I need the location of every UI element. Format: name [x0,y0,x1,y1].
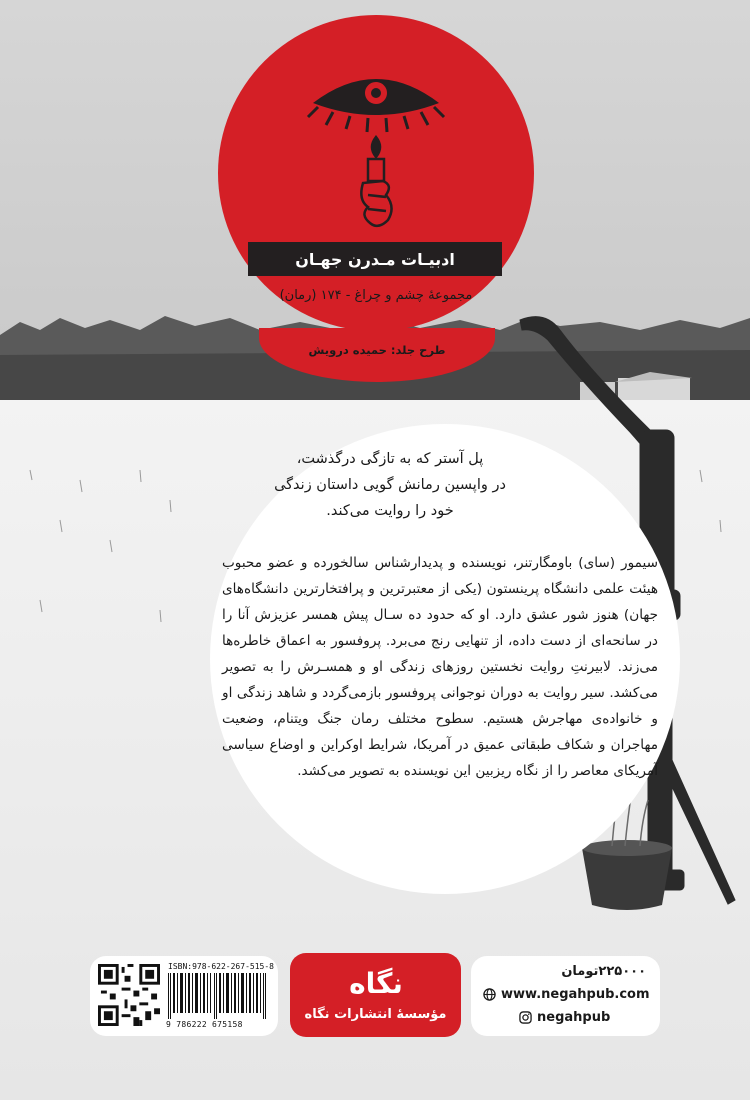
barcode-digits: 9 786222 675158 [166,1020,243,1029]
instagram-text: negahpub [537,1010,611,1025]
website-link[interactable] [483,987,650,1002]
blurb-intro [255,446,525,524]
svg-text:نگاه: نگاه [349,967,403,1000]
publisher-name: مؤسسهٔ انتشارات نگاه [304,1007,447,1022]
website-text: www.negahpub.com [501,987,650,1002]
series-subtitle: مجموعهٔ چشم و چراغ - ۱۷۴ (رمان) [279,288,473,303]
price-card [471,956,660,1036]
book-price: ۲۲۵۰۰۰تومان [561,964,646,979]
instagram-icon [519,1011,532,1024]
intro-line: خود را روایت می‌کند. [326,503,454,519]
instagram-link[interactable] [519,1010,610,1025]
barcode [168,973,268,1019]
eye-icon [308,79,444,132]
intro-line: پل آستر که به تازگی درگذشت، [296,451,484,467]
book-description [222,550,658,784]
series-emblem-circle [218,15,534,331]
globe-icon [483,988,496,1001]
barcode-card [90,956,278,1036]
candle-hand-icon [361,137,391,226]
publisher-card[interactable] [290,953,461,1037]
series-title: ادبیـات مـدرن جهـان [248,242,502,276]
isbn-number: ISBN:978-622-267-515-8 [168,962,274,971]
intro-line: در واپسین رمانش گویی داستان زندگی [274,477,506,493]
publisher-logo [340,961,412,1001]
cover-designer: طرح جلد: حمیده درویش [308,343,446,357]
description-paragraph: سیمور (سای) باومگارتنر، نویسنده و پدیدارشناس سالخورده و عضو محبوب هیئت علمی دانشگاه پرینستون (یکی از معتبرترین و پرافتخارترین دانشگاه‌های جهان) هنوز شور عشق دارد. او که حدود ده سـال پیش همسر عزیزش آنا را در سانحه‌ای از دست داده، از تنهایی رنج می‌برد. پروفسور به اعماق خاطره‌ها می‌زند. لابیرنتِ روایت نخستین روزهای زندگی او و همسـرش را به تصویر می‌کشد. سیر روایت به دوران نوجوانی پروفسور بازمی‌گردد و شاهد زندگی او و خانواده‌ی مهاجرش هستیم. سطوح مختلف رمان جنگ ویتنام، وضعیت مهاجران و شکاف طبقاتی عمیق در آمریکا، شرایط اوکراین و اوضاع سیاسی آمریکای معاصر را از نگاه ریزبین این نویسنده به تصویر می‌کشد. [222,555,658,779]
qr-code [98,964,160,1026]
